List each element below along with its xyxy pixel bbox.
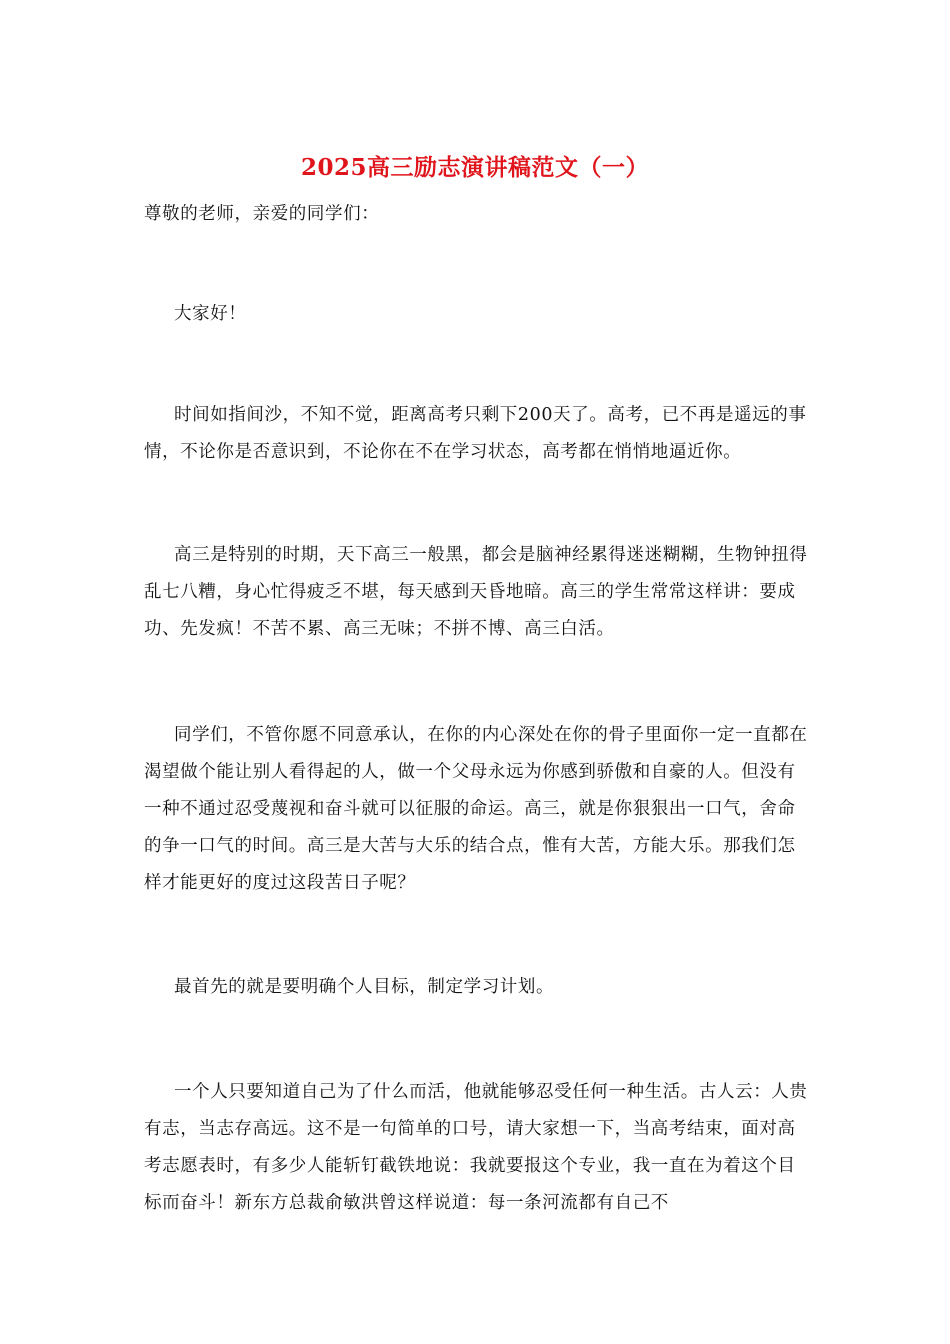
document-title: 2025高三励志演讲稿范文（一）	[300, 154, 649, 181]
paragraph-greeting: 大家好！	[174, 304, 247, 324]
salutation: 尊敬的老师，亲爱的同学们：	[144, 204, 380, 224]
paragraph-purpose: 一个人只要知道自己为了什么而活，他就能够忍受任何一种生活。古人云：人贵有志，当志存高远。这不是一句简单的口号，请大家想一下，当高考结束，面对高考志愿表时，有多少人能斩钉截铁地说：我就要报这个专业，我一直在为着这个目标而奋斗！新东方总裁俞敏洪曾这样说道：每一条河流都有自己不	[144, 1082, 808, 1213]
paragraph-classmates: 同学们，不管你愿不同意承认，在你的内心深处在你的骨子里面你一定一直都在渴望做个能让别人看得起的人，做一个父母永远为你感到骄傲和自豪的人。但没有一种不通过忍受蔑视和奋斗就可以征服的命运。高三，就是你狠狠出一口气，舍命的争一口气的时间。高三是大苦与大乐的结合点，惟有大苦，方能大乐。那我们怎样才能更好的度过这段苦日子呢？	[144, 725, 808, 893]
paragraph-time: 时间如指间沙，不知不觉，距离高考只剩下200天了。高考，已不再是遥远的事情，不论你是否意识到，不论你在不在学习状态，高考都在悄悄地逼近你。	[144, 405, 807, 462]
paragraph-senior-year: 高三是特别的时期，天下高三一般黑，都会是脑神经累得迷迷糊糊，生物钟扭得乱七八糟，身心忙得疲乏不堪，每天感到天昏地暗。高三的学生常常这样讲：要成功、先发疯！不苦不累、高三无味；不拼不博、高三白活。	[144, 545, 808, 639]
paragraph-goal: 最首先的就是要明确个人目标，制定学习计划。	[174, 977, 555, 997]
